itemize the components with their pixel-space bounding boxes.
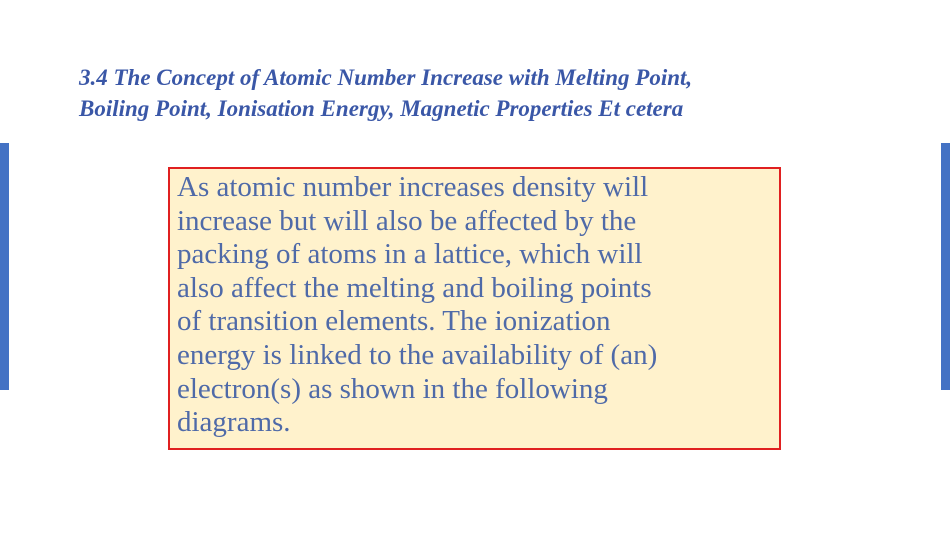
body-line-4: also affect the melting and boiling points [177, 271, 652, 304]
right-accent-bar [941, 143, 950, 390]
body-paragraph [177, 171, 657, 440]
body-line-5: of transition elements. The ionization [177, 305, 611, 338]
body-line-2: increase but will also be affected by the [177, 204, 637, 237]
body-line-7: electron(s) as shown in the following [177, 372, 608, 405]
body-line-6: energy is linked to the availability of (an) [177, 338, 658, 371]
body-line-1: As atomic number increases density will [177, 171, 649, 203]
body-line-8: diagrams. [177, 406, 291, 439]
slide-title-line-2: Boiling Point, Ionisation Energy, Magnetic Properties Et cetera [79, 96, 684, 121]
slide-title-line-1: 3.4 The Concept of Atomic Number Increase with Melting Point, [79, 65, 693, 90]
highlighted-text-box [168, 167, 781, 450]
slide-title [79, 62, 919, 124]
left-accent-bar [0, 143, 9, 390]
body-line-3: packing of atoms in a lattice, which will [177, 238, 643, 271]
